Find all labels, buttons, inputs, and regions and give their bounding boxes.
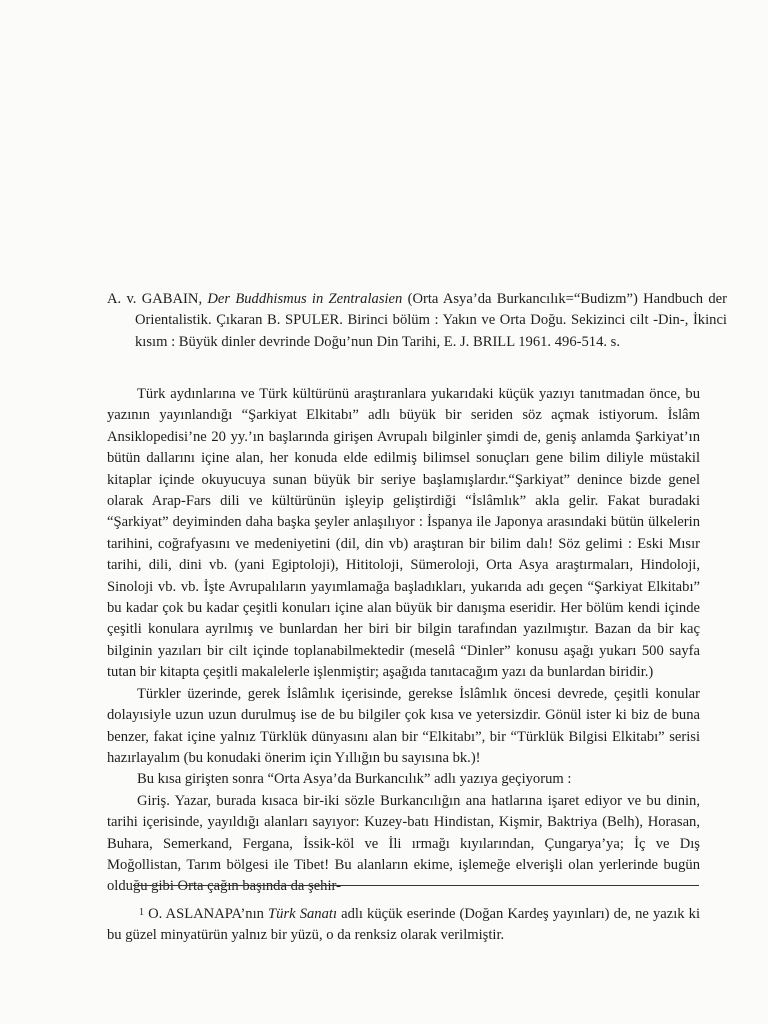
footnote-text-after: adlı küçük eserinde (Doğan Kardeş yayınları) de, ne yazık ki bu güzel minyatürün yalnız bir yüzü, o da renksiz olarak verilmiştir. (107, 906, 700, 944)
bibliography-title: Der Buddhismus in Zentralasien (207, 291, 403, 307)
footnote-title: Türk Sanatı (268, 906, 337, 922)
footnote-marker: 1 (139, 907, 144, 918)
bibliography-author: A. v. GABAIN, (107, 291, 203, 307)
paragraph: Türk aydınlarına ve Türk kültürünü araştıranlara yukarıdaki küçük yazıyı tanıtmadan önce, bu yazının yayınlandığı “Şarkiyat Elkitabı” adlı büyük bir seriden söz açmak istiyorum. İslâm Ansiklopedisi’ne 20 yy.’ın başlarında girişen Avrupalı bilginler şimdi de, geniş anlamda Şarkiyat’ın bütün dallarını içine alan, her konuda elde edilmiş bilimsel sonuçları gene bilim diliyle müstakil kitaplar içinde okuyucuya sunan büyük bir seriye başlamışlardır.“Şarkiyat” denince bizde genel olarak Arap-Fars dili ve kültürünün işleyip geliştirdiği “İslâmlık” akla gelir. Fakat buradaki “Şarkiyat” deyiminden daha başka şeyler anlaşılıyor : İspanya ile Japonya arasındaki bütün ülkelerin tarihini, coğrafyasını ve medeniyetini (dil, din vb) araştıran bir bilim dalı! Söz gelimi : Eski Mısır tarihi, dili, dini vb. (yani Egiptoloji), Hititoloji, Sümeroloji, Orta Asya araştırmaları, Hindoloji, Sinoloji vb. vb. İşte Avrupalıların yayımlamağa başladıkları, yukarıda adı geçen “Şarkiyat Elkitabı” bu kadar çok bu kadar çeşitli konuları içine alan büyük bir danışma eseridir. Her bölüm kendi içinde çeşitli konulara ayrılmış ve bunlardan her biri bir bilgin tarafından yazılmıştır. Bazan da bir kaç bilginin yazıları bir cilt içinde toplanabilmektedir (meselâ “Dinler” konusu aşağı yukarı 500 sayfa tutan bir kitapta çeşitli makalelerle işlenmiştir; aşağıda tanıtacağım yazı da bunlardan biridir.) (107, 386, 700, 681)
paragraph: Giriş. Yazar, burada kısaca bir-iki sözle Burkancılığın ana hatlarına işaret ediyor ve bu dinin, tarihi içerisinde, yayıldığı alanları sayıyor: Kuzey-batı Hindistan, Kişmir, Baktriya (Belh), Horasan, Buhara, Semerkand, Fergana, İssik-köl ve İli ırmağı kıyılarından, Çungarya’ya; İç ve Dış Moğollistan, Tarım bölgesi ile Tibet! Bu alanların ekime, işlemeğe elverişli olan yerlerinde bugün olduğu gibi Orta çağın başında da şehir- (107, 792, 700, 895)
footnote (107, 902, 700, 947)
body-text (107, 384, 700, 898)
footnote-text-before: O. ASLANAPA’nın (148, 906, 264, 922)
bibliography-entry (107, 289, 727, 353)
footnote-divider (133, 885, 699, 886)
paragraph: Türkler üzerinde, gerek İslâmlık içerisinde, gerekse İslâmlık öncesi devrede, çeşitli konular dolayısiyle uzun uzun durulmuş ise de bu bilgiler çok kısa ve yetersizdir. Gönül ister ki biz de buna benzer, fakat içine yalnız Türklük dünyasını alan bir “Elkitabı”, bir “Türklük Bilgisi Elkitabı” serisi hazırlayalım (bu konudaki önerim için Yıllığın bu sayısına bk.)! (107, 685, 700, 766)
paragraph: Bu kısa girişten sonra “Orta Asya’da Burkancılık” adlı yazıya geçiyorum : (137, 771, 572, 788)
bibliography-details: (Orta Asya’da Burkancılık=“Budizm”) Handbuch der Orientalistik. Çıkaran B. SPULER. Birinci bölüm : Yakın ve Orta Doğu. Sekizinci cilt -Din-, İkinci kısım : Büyük dinler devrinde Doğu’nun Din Tarihi, E. J. BRILL 1961. 496-514. s. (135, 291, 727, 350)
